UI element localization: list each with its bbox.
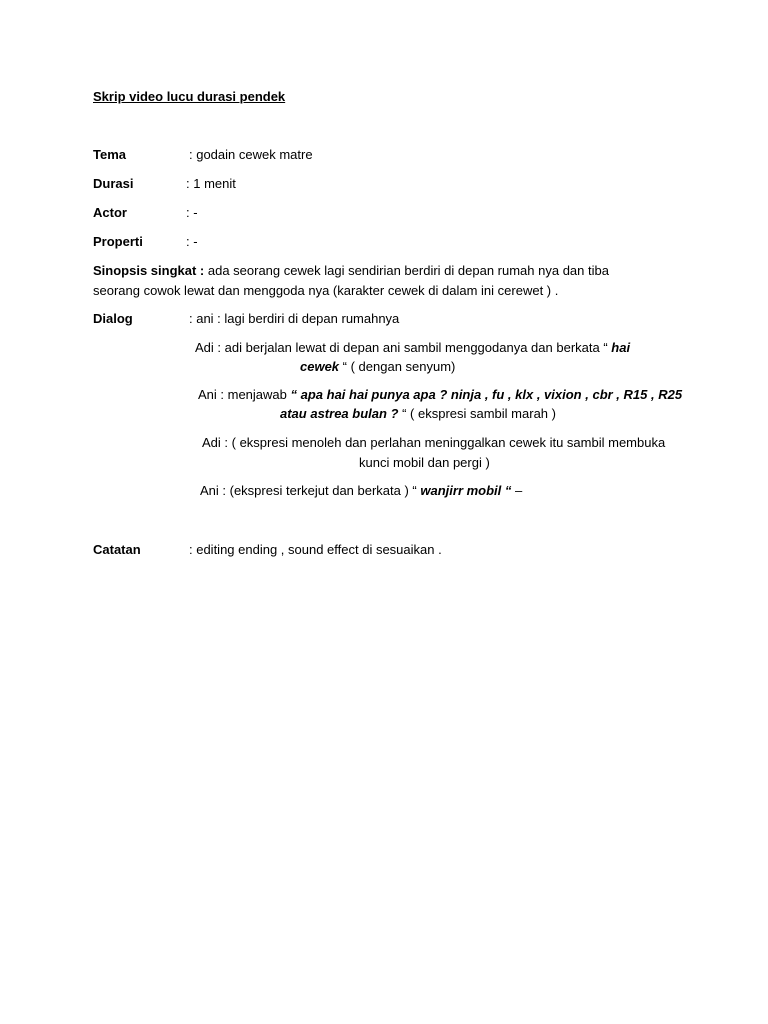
dialog-ani-1-quote: “ apa hai hai punya apa ? ninja , fu , klx , vixion , cbr , R15 , R25 [290,387,683,402]
catatan-value: : editing ending , sound effect di sesuaikan . [189,542,442,557]
tema-label: Tema [93,147,126,162]
catatan-label: Catatan [93,542,141,557]
durasi-value: : 1 menit [186,176,236,191]
properti-value: : - [186,234,198,249]
properti-label: Properti [93,234,143,249]
dialog-ani-2-quote: wanjirr mobil “ [420,483,512,498]
dialog-adi-2-line-2: kunci mobil dan pergi ) [359,455,490,470]
dialog-ani-2-dash: – [511,483,523,498]
dialog-ani-1-line-1 [198,386,682,404]
actor-value: : - [186,205,198,220]
dialog-intro: : ani : lagi berdiri di depan rumahnya [189,311,400,326]
sinopsis-line-1 [93,262,609,280]
dialog-ani-1-line-2 [280,405,556,423]
sinopsis-label: Sinopsis singkat : [93,263,205,278]
dialog-adi-1-quote: hai [611,340,631,355]
sinopsis-text-1: ada seorang cewek lagi sendirian berdiri di depan rumah nya dan tiba [204,263,609,278]
sinopsis-text-2: seorang cowok lewat dan menggoda nya (karakter cewek di dalam ini cerewet ) . [93,283,559,298]
dialog-adi-1-quote-2: cewek [300,359,340,374]
dialog-ani-2 [200,482,522,500]
dialog-adi-1-line-1 [195,339,630,357]
dialog-adi-1-line-2 [300,358,455,376]
dialog-ani-1-text: Ani : menjawab [198,387,291,402]
dialog-adi-2-line-1: Adi : ( ekspresi menoleh dan perlahan meninggalkan cewek itu sambil membuka [202,435,666,450]
dialog-ani-1-quote-2: atau astrea bulan ? [280,406,399,421]
tema-value: : godain cewek matre [189,147,313,162]
dialog-ani-1-note: “ ( ekspresi sambil marah ) [398,406,556,421]
actor-label: Actor [93,205,127,220]
durasi-label: Durasi [93,176,134,191]
dialog-ani-2-text: Ani : (ekspresi terkejut dan berkata ) “ [200,483,421,498]
dialog-adi-1-note: “ ( dengan senyum) [339,359,456,374]
dialog-adi-1-text: Adi : adi berjalan lewat di depan ani sambil menggodanya dan berkata “ [195,340,612,355]
document-title: Skrip video lucu durasi pendek [93,89,286,104]
dialog-label: Dialog [93,311,133,326]
